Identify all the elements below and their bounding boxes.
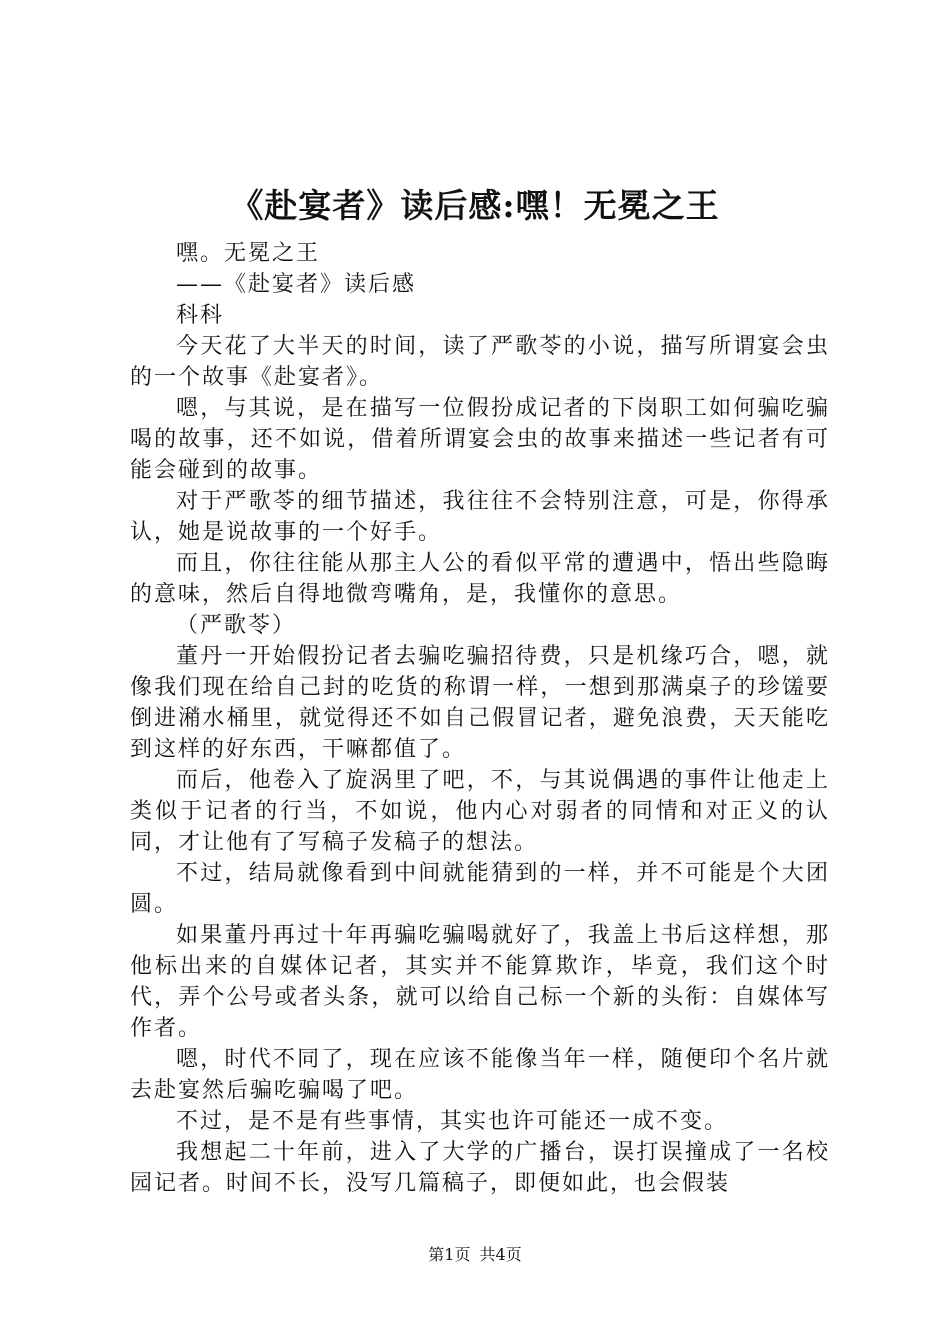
paragraph: 嗯，与其说，是在描写一位假扮成记者的下岗职工如何骗吃骗喝的故事，还不如说，借着所谓宴会虫的故事来描述一些记者有可能会碰到的故事。 <box>130 396 830 483</box>
paragraph: 嘿。无冕之王 <box>176 241 321 266</box>
paragraph: 董丹一开始假扮记者去骗吃骗招待费，只是机缘巧合，嗯，就像我们现在给自己封的吃货的称谓一样，一想到那满桌子的珍馐要倒进潲水桶里，就觉得还不如自己假冒记者，避免浪费，天天能吃到这样的好东西，干嘛都值了。 <box>130 644 830 762</box>
document-body <box>130 238 830 1199</box>
paragraph: 对于严歌苓的细节描述，我往往不会特别注意，可是，你得承认，她是说故事的一个好手。 <box>130 489 830 545</box>
paragraph: 而后，他卷入了旋涡里了吧，不，与其说偶遇的事件让他走上类似于记者的行当，不如说，他内心对弱者的同情和对正义的认同，才让他有了写稿子发稿子的想法。 <box>130 768 830 855</box>
paragraph: 而且，你往往能从那主人公的看似平常的遭遇中，悟出些隐晦的意味，然后自得地微弯嘴角，是，我懂你的意思。 <box>130 551 830 607</box>
paragraph: 不过，是不是有些事情，其实也许可能还一成不变。 <box>176 1109 729 1134</box>
page-number: 第1页 <box>428 1245 471 1264</box>
paragraph: 嗯，时代不同了，现在应该不能像当年一样，随便印个名片就去赴宴然后骗吃骗喝了吧。 <box>130 1047 830 1103</box>
paragraph: 今天花了大半天的时间，读了严歌苓的小说，描写所谓宴会虫的一个故事《赴宴者》。 <box>130 334 830 390</box>
paragraph: 我想起二十年前，进入了大学的广播台，误打误撞成了一名校园记者。时间不长，没写几篇稿子，即便如此，也会假装 <box>130 1140 830 1196</box>
page-total: 共4页 <box>479 1245 522 1264</box>
paragraph: ——《赴宴者》读后感 <box>176 272 417 297</box>
page-footer <box>0 1244 950 1266</box>
paragraph: 科科 <box>176 303 225 328</box>
document-title: 《赴宴者》读后感:嘿！无冕之王 <box>230 186 720 225</box>
paragraph: （严歌苓） <box>176 613 297 638</box>
paragraph: 不过，结局就像看到中间就能猜到的一样，并不可能是个大团圆。 <box>130 861 830 917</box>
paragraph: 如果董丹再过十年再骗吃骗喝就好了，我盖上书后这样想，那他标出来的自媒体记者，其实并不能算欺诈，毕竟，我们这个时代，弄个公号或者头条，就可以给自己标一个新的头衔：自媒体写作者。 <box>130 923 830 1041</box>
